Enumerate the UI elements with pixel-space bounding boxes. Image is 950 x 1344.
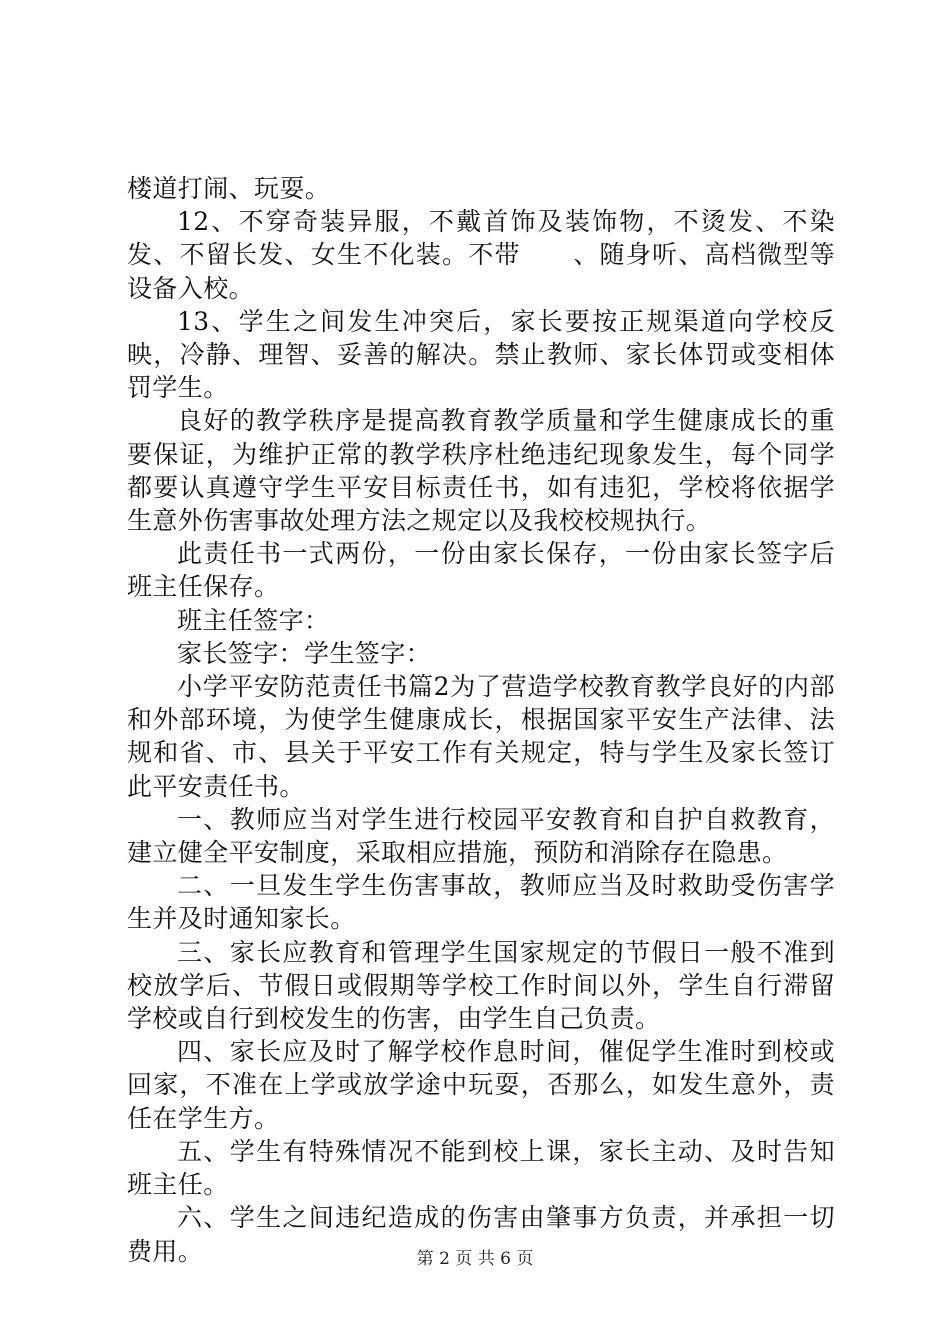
paragraph: 此责任书一式两份，一份由家长保存，一份由家长签字后班主任保存。 [127, 539, 835, 602]
page-number-footer: 第 2 页 共 6 页 [416, 1249, 534, 1269]
paragraph: 三、家长应教育和管理学生国家规定的节假日一般不准到校放学后、节假日或假期等学校工作时间以外，学生自行滞留学校或自行到校发生的伤害，由学生自己负责。 [127, 937, 835, 1034]
paragraph: 四、家长应及时了解学校作息时间，催促学生准时到校或回家，不准在上学或放学途中玩耍，否那么，如发生意外，责任在学生方。 [127, 1037, 835, 1133]
paragraph: 良好的教学秩序是提高教育教学质量和学生健康成长的重要保证，为维护正常的教学秩序杜绝违纪现象发生，每个同学都要认真遵守学生平安目标责任书，如有违犯，学校将依据学生意外伤害事故处理方法之规定以及我校校规执行。 [127, 406, 835, 536]
signature-line-parent-student: 家长签字：学生签字： [177, 638, 432, 668]
paragraph: 13、学生之间发生冲突后，家长要按正规渠道向学校反映，冷静、理智、妥善的解决。禁止教师、家长体罚或变相体罚学生。 [127, 306, 835, 403]
paragraph: 小学平安防范责任书篇2为了营造学校教育教学良好的内部和外部环境，为使学生健康成长，根据国家平安生产法律、法规和省、市、县关于平安工作有关规定，特与学生及家长签订此平安责任书。 [127, 672, 835, 801]
signature-line-teacher: 班主任签字： [177, 605, 330, 635]
paragraph: 一、教师应当对学生进行校园平安教育和自护自救教育，建立健全平安制度，采取相应措施，预防和消除存在隐患。 [127, 804, 835, 868]
paragraph: 二、一旦发生学生伤害事故，教师应当及时救助受伤害学生并及时通知家长。 [127, 871, 835, 934]
paragraph: 六、学生之间违纪造成的伤害由肇事方负责，并承担一切费用。 [127, 1203, 835, 1266]
paragraph: 楼道打闹、玩耍。 [127, 174, 331, 203]
paragraph: 12、不穿奇装异服，不戴首饰及装饰物，不烫发、不染发、不留长发、女生不化装。不带 、随身听、高档微型等设备入校。 [127, 207, 835, 303]
paragraph: 五、学生有特殊情况不能到校上课，家长主动、及时告知班主任。 [127, 1136, 835, 1200]
document-body [127, 172, 835, 1268]
